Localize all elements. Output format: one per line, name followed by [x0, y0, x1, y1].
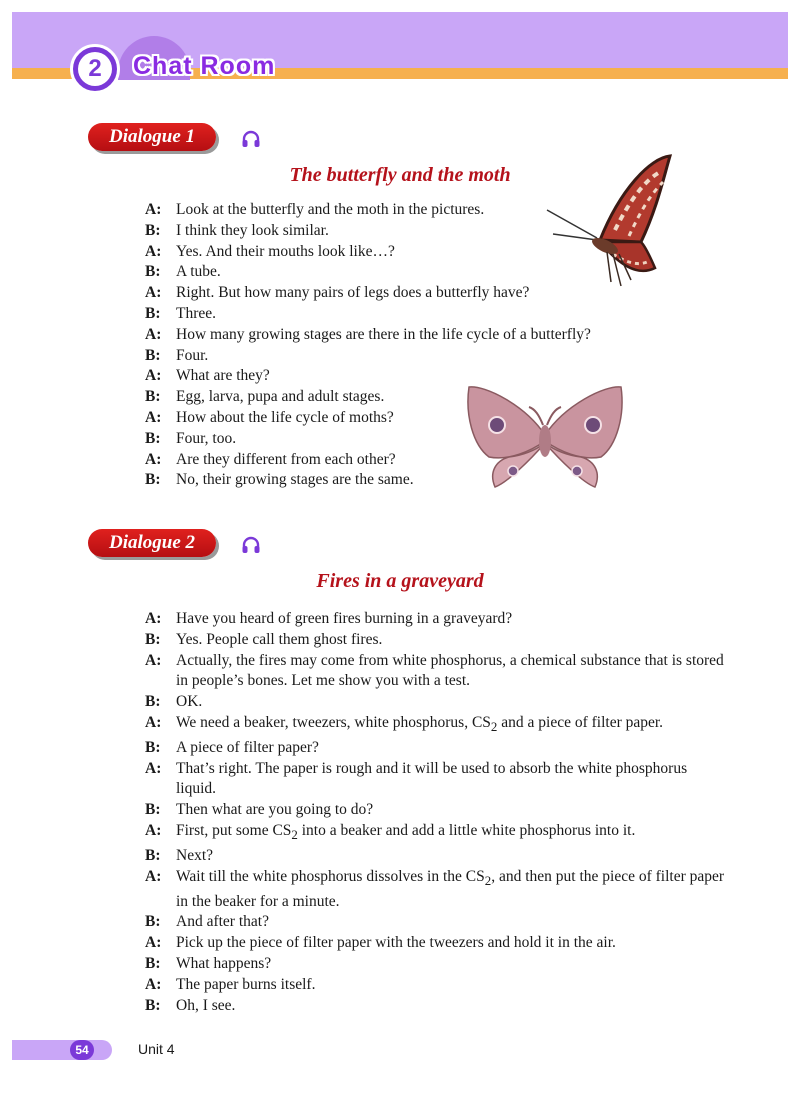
dialogue-line [145, 692, 725, 713]
line-text: I think they look similar. [176, 221, 329, 239]
subscript: 2 [291, 827, 298, 843]
line-text: What are they? [176, 367, 270, 385]
speaker: B: [145, 304, 161, 322]
line-text: Have you heard of green fires burning in a graveyard? [176, 610, 513, 627]
line-text-part: First, put some CS [176, 822, 292, 840]
line-text-part: Wait till the white phosphorus dissolves in the CS [176, 867, 485, 885]
dialogue-2-badge: Dialogue 2 [88, 529, 216, 557]
line-text: Yes. People call them ghost fires. [176, 630, 383, 648]
line-text: Pick up the piece of filter paper with the tweezers and hold it in the air. [176, 934, 616, 952]
dialogue-line [145, 325, 725, 346]
dialogue-line [145, 221, 725, 242]
dialogue-line [145, 800, 725, 821]
line-text-part: , and then put the piece of filter paper in the beaker for a minute. [176, 867, 725, 910]
dialogue-line [145, 996, 725, 1017]
dialogue-line [145, 933, 725, 954]
speaker: A: [145, 325, 162, 343]
dialogue-line [145, 609, 725, 630]
speaker: B: [145, 955, 161, 973]
dialogue-line [145, 200, 725, 221]
speaker: B: [145, 801, 161, 819]
dialogue-line [145, 387, 725, 408]
speaker: A: [145, 934, 162, 952]
speaker: B: [145, 429, 161, 447]
line-text-part: We need a beaker, tweezers, white phosphorus, CS [176, 713, 491, 731]
line-text: OK. [176, 693, 203, 711]
speaker: B: [145, 221, 161, 239]
section-number-badge [70, 44, 120, 94]
unit-label: Unit 4 [138, 1041, 175, 1057]
line-text: Yes. And their mouths look like…? [176, 242, 395, 260]
line-text: What happens? [176, 955, 272, 973]
dialogue-line [145, 651, 725, 693]
speaker: B: [145, 471, 161, 489]
speaker: A: [145, 450, 162, 468]
line-text: That’s right. The paper is rough and it will be used to absorb the white phosphorus liquid. [176, 759, 688, 798]
footer-bar [12, 1040, 112, 1060]
speaker: A: [145, 867, 162, 885]
line-text: No, their growing stages are the same. [176, 471, 414, 489]
speaker: A: [145, 367, 162, 385]
speaker: B: [145, 913, 161, 931]
dialogue-line [145, 283, 725, 304]
dialogue-line [145, 846, 725, 867]
speaker: B: [145, 996, 161, 1014]
subscript: 2 [484, 872, 492, 888]
speaker: B: [145, 263, 161, 281]
dialogue-line [145, 713, 725, 738]
line-text: Oh, I see. [176, 996, 236, 1014]
dialogue-line [145, 408, 725, 429]
speaker: A: [145, 822, 162, 840]
dialogue-line [145, 304, 725, 325]
dialogue-line [145, 821, 725, 846]
speaker: A: [145, 713, 162, 731]
dialogue-line [145, 975, 725, 996]
dialogue-line [145, 630, 725, 651]
dialogue-line [145, 912, 725, 933]
line-text [176, 713, 725, 738]
speaker: B: [145, 630, 161, 648]
line-text: Are they different from each other? [176, 450, 396, 468]
dialogue-line [145, 738, 725, 759]
page-number: 54 [70, 1040, 94, 1060]
line-text: The paper burns itself. [176, 975, 316, 993]
speaker: B: [145, 388, 161, 406]
speaker: A: [145, 651, 162, 669]
dialogue-2-title: Fires in a graveyard [316, 570, 484, 592]
line-text: And after that? [176, 913, 269, 931]
line-text: Four. [176, 346, 209, 364]
speaker: B: [145, 346, 161, 364]
speaker: A: [145, 201, 162, 218]
line-text: A piece of filter paper? [176, 738, 319, 756]
dialogue-line [145, 450, 725, 471]
speaker: A: [145, 610, 162, 627]
line-text [176, 821, 725, 846]
line-text: Four, too. [176, 429, 237, 447]
line-text: Look at the butterfly and the moth in the pictures. [176, 201, 485, 218]
dialogue-line [145, 954, 725, 975]
dialogue-line [145, 242, 725, 263]
speaker: B: [145, 693, 161, 711]
section-title: Chat Room [133, 52, 276, 80]
line-text-part: into a beaker and add a little white phosphorus into it. [297, 822, 636, 840]
dialogue-line [145, 759, 725, 801]
dialogue-1-badge: Dialogue 1 [88, 123, 216, 151]
speaker: A: [145, 408, 162, 426]
headphones-icon[interactable] [241, 535, 261, 555]
headphones-icon[interactable] [241, 129, 261, 149]
line-text: Egg, larva, pupa and adult stages. [176, 388, 385, 406]
subscript: 2 [490, 719, 498, 735]
line-text: How many growing stages are there in the life cycle of a butterfly? [176, 325, 591, 343]
speaker: A: [145, 759, 162, 777]
section-number: 2 [78, 52, 112, 86]
line-text: How about the life cycle of moths? [176, 408, 394, 426]
line-text: Next? [176, 846, 214, 864]
speaker: B: [145, 846, 161, 864]
dialogue-1-lines [145, 200, 725, 491]
line-text: Actually, the fires may come from white phosphorus, a chemical substance that is stored in people’s bones. Let me show you with a test. [176, 651, 724, 690]
speaker: A: [145, 284, 162, 302]
dialogue-line [145, 470, 725, 491]
dialogue-line [145, 867, 725, 913]
line-text: Then what are you going to do? [176, 801, 374, 819]
speaker: B: [145, 738, 161, 756]
line-text: Right. But how many pairs of legs does a butterfly have? [176, 284, 530, 302]
dialogue-line [145, 262, 725, 283]
speaker: A: [145, 975, 162, 993]
dialogue-1-title: The butterfly and the moth [289, 164, 511, 186]
dialogue-line [145, 429, 725, 450]
line-text: A tube. [176, 263, 221, 281]
line-text: Three. [176, 304, 217, 322]
dialogue-2-lines [145, 609, 725, 1016]
line-text-part: and a piece of filter paper. [497, 713, 664, 731]
dialogue-line [145, 346, 725, 367]
speaker: A: [145, 242, 162, 260]
line-text [176, 867, 725, 913]
dialogue-line [145, 366, 725, 387]
